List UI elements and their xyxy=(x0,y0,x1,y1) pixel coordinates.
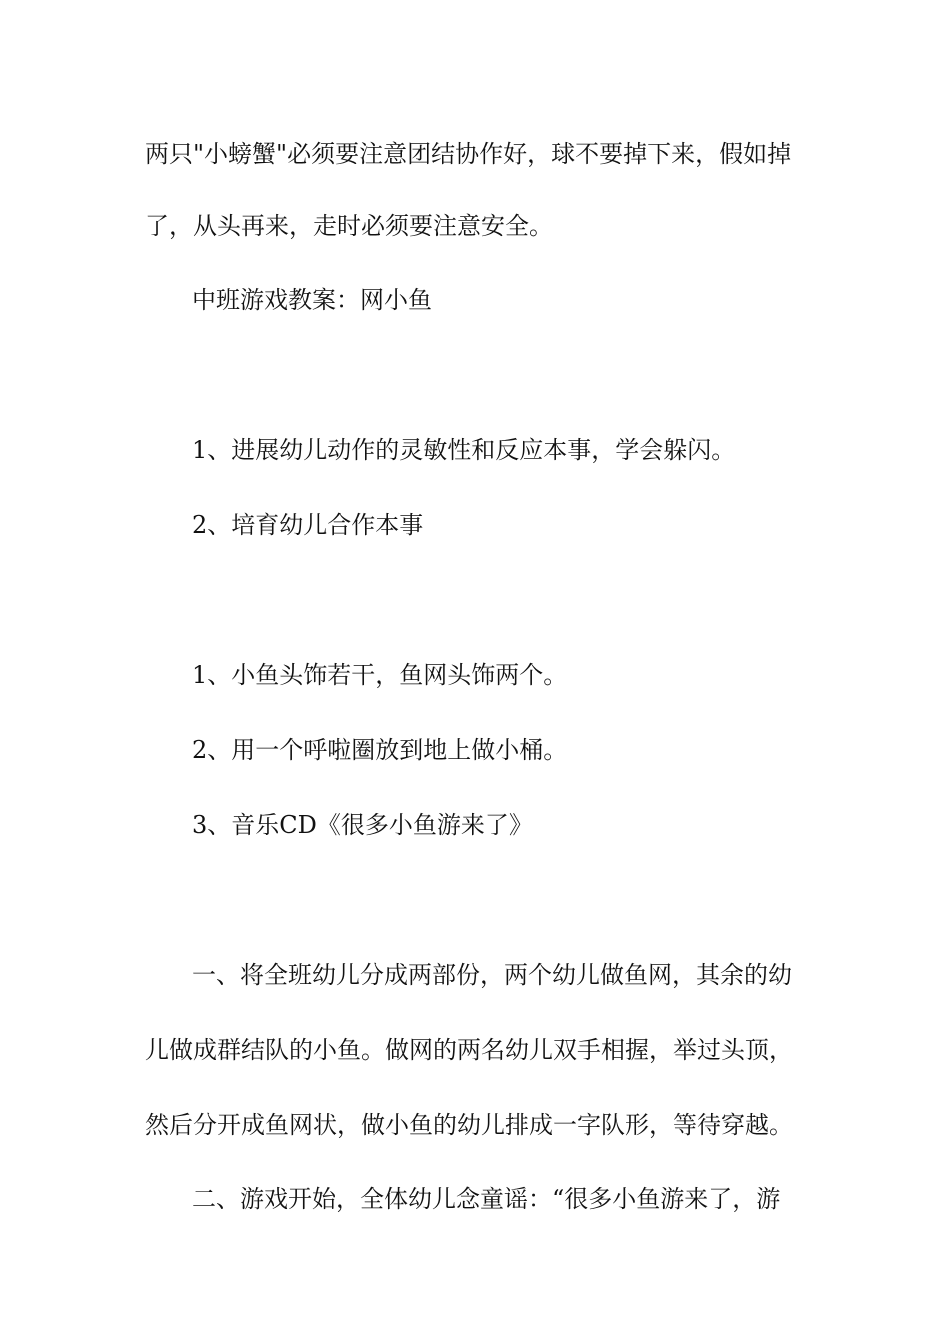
paragraph-line: 二、游戏开始，全体幼儿念童谣：“很多小鱼游来了，游 xyxy=(192,1185,781,1213)
paragraph-line: 两只"小螃蟹"必须要注意团结协作好，球不要掉下来，假如掉 xyxy=(145,140,792,168)
paragraph-line: 然后分开成鱼网状，做小鱼的幼儿排成一字队形，等待穿越。 xyxy=(145,1111,793,1139)
list-item: 1、小鱼头饰若干，鱼网头饰两个。 xyxy=(192,661,568,689)
list-item: 2、用一个呼啦圈放到地上做小桶。 xyxy=(192,736,568,764)
list-item: 3、音乐CD《很多小鱼游来了》 xyxy=(192,811,533,839)
paragraph-line: 一、将全班幼儿分成两部份，两个幼儿做鱼网，其余的幼 xyxy=(192,961,792,989)
paragraph-line: 了，从头再来，走时必须要注意安全。 xyxy=(145,212,553,240)
paragraph-line: 儿做成群结队的小鱼。做网的两名幼儿双手相握，举过头顶， xyxy=(145,1036,793,1064)
list-item: 1、进展幼儿动作的灵敏性和反应本事，学会躲闪。 xyxy=(192,436,736,464)
list-item: 2、培育幼儿合作本事 xyxy=(192,511,424,539)
section-title: 中班游戏教案：网小鱼 xyxy=(192,286,432,314)
